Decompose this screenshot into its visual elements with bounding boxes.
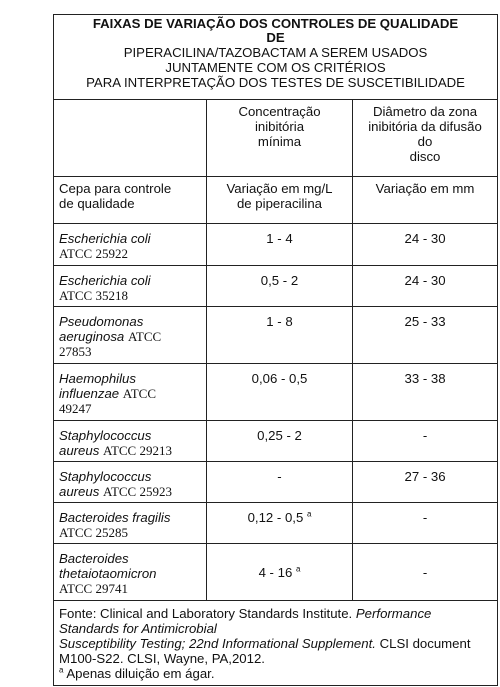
table-title	[54, 15, 498, 100]
footnote-marker: a	[295, 564, 301, 574]
quality-control-table	[53, 14, 498, 686]
table-row	[54, 544, 498, 601]
group-header-row	[54, 100, 498, 177]
strain-atcc: ATCC 29213	[103, 443, 172, 458]
strain-atcc-prefix: ATCC	[127, 329, 162, 344]
footnote-marker: a	[59, 665, 64, 675]
table-footnote	[54, 601, 498, 686]
zone-range-cell: -	[353, 544, 498, 601]
source-line-1: Fonte: Clinical and Laboratory Standards Institute. Performance	[59, 606, 432, 621]
mic-range-cell	[207, 503, 353, 544]
table-row	[54, 224, 498, 266]
footer-row	[54, 601, 498, 686]
quality-control-table-sheet	[53, 14, 497, 682]
footnote-a: $^a$ Apenas diluição em ágar.	[59, 665, 215, 681]
strain-cell	[54, 503, 207, 544]
zone-range-cell: 25 - 33	[353, 307, 498, 364]
zone-range-cell: -	[353, 421, 498, 462]
strain-atcc: 27853	[59, 344, 92, 359]
strain-species: Staphylococcus	[59, 428, 152, 443]
group-header-mic: Concentração inibitória mínima	[207, 100, 353, 177]
strain-cell	[54, 462, 207, 503]
mic-range-value: 0,12 - 0,5	[247, 510, 304, 525]
strain-species-2: aureus	[59, 443, 100, 458]
strain-species: Escherichia coli	[59, 273, 151, 288]
strain-species: Pseudomonas	[59, 314, 144, 329]
source-line-4: M100-S22. CLSI, Wayne, PA,2012.	[59, 651, 265, 666]
source-line-2: Standards for Antimicrobial	[59, 621, 217, 636]
strain-atcc: ATCC 25922	[59, 246, 128, 261]
mic-range-cell: 1 - 8	[207, 307, 353, 364]
title-line-1: FAIXAS DE VARIAÇÃO DOS CONTROLES DE QUALIDADE	[92, 16, 459, 31]
table-row	[54, 364, 498, 421]
mic-range-cell: 1 - 4	[207, 224, 353, 266]
table-title-row	[54, 15, 498, 100]
strain-species: Bacteroides	[59, 551, 129, 566]
title-line-4: JUNTAMENTE COM OS CRITÉRIOS	[165, 60, 386, 75]
strain-species: Bacteroides fragilis	[59, 510, 171, 525]
table-row	[54, 503, 498, 544]
source-line-3: Susceptibility Testing; 22nd Informational Supplement. CLSI document	[59, 636, 471, 651]
strain-atcc: 49247	[59, 401, 92, 416]
column-header-mic: Variação em mg/L de piperacilina	[207, 177, 353, 224]
group-header-zone: Diâmetro da zona inibitória da difusão do disco	[353, 100, 498, 177]
strain-species: Staphylococcus	[59, 469, 152, 484]
mic-range-value: 4 - 16	[258, 564, 293, 580]
title-line-3: PIPERACILINA/TAZOBACTAM A SEREM USADOS	[123, 45, 428, 60]
zone-range-cell: 27 - 36	[353, 462, 498, 503]
strain-species: Haemophilus	[59, 371, 136, 386]
strain-atcc: ATCC 25923	[103, 484, 172, 499]
zone-range-cell: -	[353, 503, 498, 544]
table-row	[54, 421, 498, 462]
title-line-5: PARA INTERPRETAÇÃO DOS TESTES DE SUSCETIBILIDADE	[86, 75, 465, 90]
strain-atcc-prefix: ATCC	[122, 386, 157, 401]
column-header-zone: Variação em mm	[353, 177, 498, 224]
group-header-empty	[54, 100, 207, 177]
strain-atcc: ATCC 25285	[59, 525, 128, 540]
strain-species: Escherichia coli	[59, 231, 151, 246]
column-header-strain: Cepa para controle de qualidade	[54, 177, 207, 224]
strain-species-2: aeruginosa	[59, 329, 125, 344]
table-row	[54, 266, 498, 307]
column-header-row	[54, 177, 498, 224]
zone-range-cell: 33 - 38	[353, 364, 498, 421]
title-line-2: DE	[266, 30, 285, 45]
mic-range-cell	[207, 544, 353, 601]
table-row	[54, 307, 498, 364]
mic-range-cell: 0,25 - 2	[207, 421, 353, 462]
strain-species-2: aureus	[59, 484, 100, 499]
strain-atcc: ATCC 35218	[59, 288, 128, 303]
mic-range-cell: 0,5 - 2	[207, 266, 353, 307]
zone-range-cell: 24 - 30	[353, 266, 498, 307]
strain-cell	[54, 544, 207, 601]
strain-cell	[54, 266, 207, 307]
strain-cell	[54, 224, 207, 266]
strain-cell	[54, 364, 207, 421]
footnote-marker: a	[306, 509, 312, 519]
table-row	[54, 462, 498, 503]
strain-cell	[54, 307, 207, 364]
strain-species-2: influenzae	[59, 386, 120, 401]
strain-species-2: thetaiotaomicron	[59, 566, 157, 581]
strain-atcc: ATCC 29741	[59, 581, 128, 596]
mic-range-cell: -	[207, 462, 353, 503]
mic-range-cell: 0,06 - 0,5	[207, 364, 353, 421]
zone-range-cell: 24 - 30	[353, 224, 498, 266]
strain-cell	[54, 421, 207, 462]
